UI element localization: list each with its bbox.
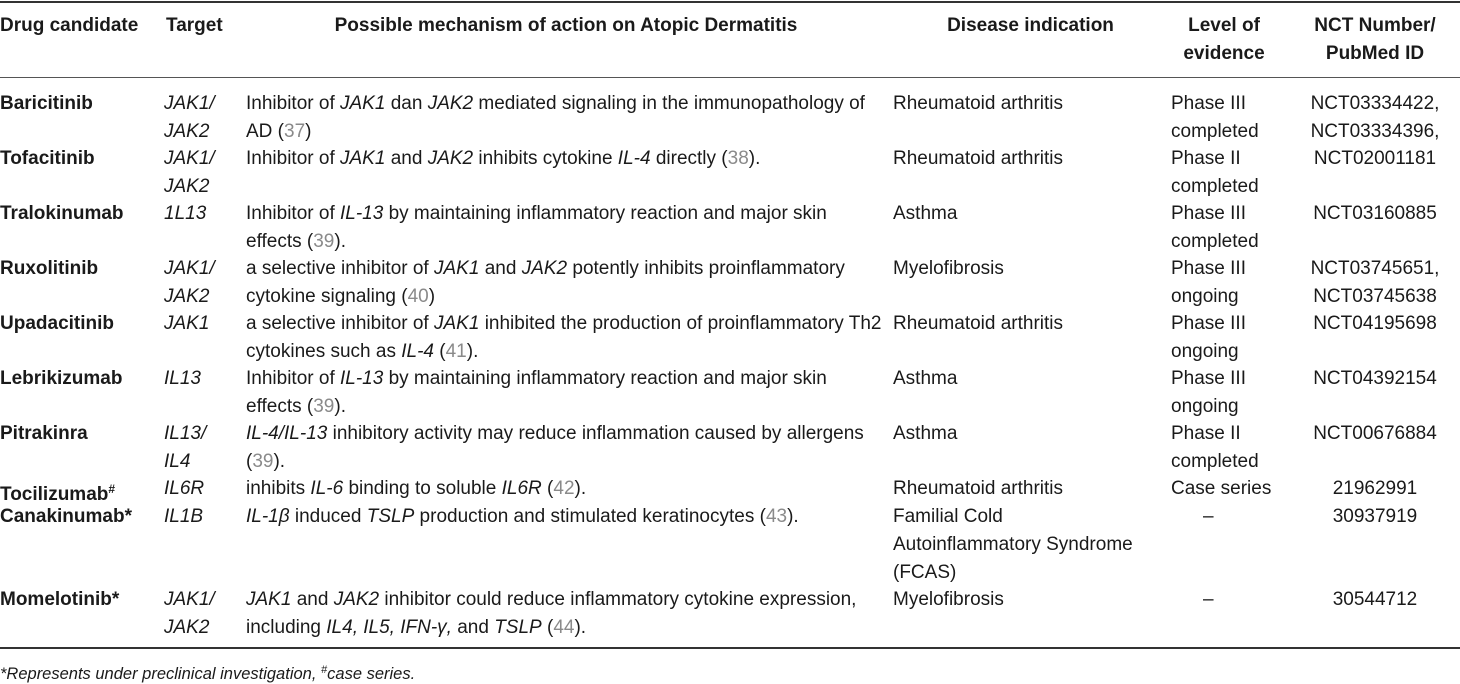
mechanism-cell [246, 255, 886, 311]
drug-cell [0, 586, 160, 614]
mechanism-text: by maintaining inflammatory reaction and major skin effects ( [246, 203, 827, 252]
mechanism-cell [246, 200, 886, 256]
evidence-line: Phase III [1171, 93, 1246, 114]
evidence-cell [1171, 255, 1281, 311]
mechanism-text: ( [541, 478, 554, 499]
gene-name: IL-6 [310, 478, 344, 499]
mechanism-text: inhibits [246, 478, 311, 499]
mechanism-text: dan [385, 93, 428, 114]
gene-name: JAK1 [246, 589, 292, 610]
mechanism-text: potently inhibits proinflammatory cytokine signaling ( [246, 258, 845, 307]
target-line: IL4 [164, 451, 191, 472]
mechanism-text: ( [541, 617, 554, 638]
nct-line: NCT03745638 [1313, 286, 1437, 307]
nct-cell [1290, 503, 1460, 531]
target-line: IL1B [164, 506, 204, 527]
indication-cell: Rheumatoid arthritis [893, 93, 1064, 114]
gene-name: TSLP [366, 506, 415, 527]
header-evidence [1150, 12, 1298, 68]
mechanism-text: ). [334, 231, 346, 252]
evidence-cell [1171, 200, 1281, 256]
nct-cell [1290, 200, 1460, 228]
target-line: 1L13 [164, 203, 207, 224]
nct-cell [1290, 145, 1460, 173]
drug-name: Lebrikizumab [0, 368, 123, 389]
evidence-line: Phase III [1171, 258, 1246, 279]
header-nct-line1: NCT Number/ [1314, 15, 1436, 36]
gene-name: JAK1 [434, 258, 480, 279]
mechanism-text: production and stimulated keratinocytes ( [414, 506, 766, 527]
target-line: JAK2 [164, 286, 210, 307]
drug-name: Tofacitinib [0, 148, 95, 169]
nct-cell [1290, 365, 1460, 393]
mechanism-text: ). [273, 451, 286, 472]
drug-superscript: # [108, 482, 116, 496]
mechanism-text: and [385, 148, 428, 169]
evidence-cell [1171, 420, 1281, 476]
nct-cell [1290, 90, 1460, 146]
gene-name: IL-13 [340, 368, 384, 389]
nct-cell [1290, 420, 1460, 448]
header-target: Target [166, 15, 223, 36]
drug-name: Tocilizumab [0, 484, 109, 505]
indication-cell: Asthma [893, 203, 958, 224]
indication-cell: Rheumatoid arthritis [893, 313, 1064, 334]
evidence-cell [1171, 310, 1281, 366]
mechanism-text: ). [748, 148, 761, 169]
evidence-line: Phase II [1171, 148, 1241, 169]
target-line: JAK1/ [164, 589, 215, 610]
header-indication: Disease indication [947, 15, 1114, 36]
mechanism-text: and [451, 617, 495, 638]
evidence-line: ongoing [1171, 396, 1239, 417]
drug-cell [0, 145, 160, 173]
drug-cell [0, 420, 160, 448]
header-evidence-line2: evidence [1183, 43, 1265, 64]
mechanism-text: induced [289, 506, 367, 527]
gene-name: IL-13 [340, 203, 384, 224]
reference-number: 42 [553, 478, 575, 499]
table-footnote [0, 660, 415, 684]
indication-cell: Rheumatoid arthritis [893, 478, 1064, 499]
header-drug: Drug candidate [0, 15, 139, 36]
mechanism-text: inhibited the production of proinflammatory Th2 cytokines such as [246, 313, 882, 362]
mechanism-text: mediated signaling in the immunopathology of AD ( [246, 93, 865, 142]
gene-name: IL-1β [246, 506, 290, 527]
evidence-cell [1171, 145, 1281, 201]
top-rule [0, 1, 1460, 3]
mechanism-text: a selective inhibitor of [246, 313, 434, 334]
target-line: JAK1/ [164, 93, 215, 114]
drug-cell [0, 503, 160, 531]
mechanism-text: Inhibitor of [246, 368, 340, 389]
reference-number: 41 [445, 341, 467, 362]
evidence-line: ongoing [1171, 341, 1239, 362]
mechanism-text: ). [334, 396, 346, 417]
indication-cell: Familial Cold Autoinflammatory Syndrome (FCAS) [893, 506, 1133, 583]
evidence-line: Phase III [1171, 368, 1246, 389]
target-line: JAK2 [164, 176, 210, 197]
gene-name: JAK2 [333, 589, 380, 610]
nct-line: 21962991 [1332, 478, 1418, 499]
drug-cell [0, 310, 160, 338]
drug-name: Tralokinumab [0, 203, 124, 224]
mechanism-text: ( [434, 341, 446, 362]
mechanism-cell [246, 310, 886, 366]
mechanism-text: ) [305, 121, 312, 142]
mechanism-cell [246, 145, 886, 173]
gene-name: JAK1 [340, 93, 386, 114]
mechanism-cell [246, 475, 886, 503]
evidence-line: completed [1171, 451, 1259, 472]
indication-cell: Myelofibrosis [893, 589, 1004, 610]
target-line: JAK1/ [164, 258, 215, 279]
drug-name: Canakinumab* [0, 506, 132, 527]
target-line: JAK1/ [164, 148, 215, 169]
target-cell [164, 145, 244, 201]
mechanism-cell [246, 90, 886, 146]
evidence-line: completed [1171, 121, 1259, 142]
target-cell [164, 255, 244, 311]
mechanism-text: ). [466, 341, 479, 362]
indication-cell: Asthma [893, 368, 958, 389]
nct-line: 30937919 [1332, 506, 1418, 527]
nct-cell [1290, 255, 1460, 311]
gene-name: IL-4/IL-13 [246, 423, 328, 444]
footnote-part2: case series. [327, 665, 416, 683]
target-cell [164, 420, 244, 476]
gene-name: JAK1 [340, 148, 386, 169]
target-cell [164, 475, 244, 503]
mechanism-text: binding to soluble [343, 478, 502, 499]
mechanism-text: and [291, 589, 334, 610]
mechanism-cell [246, 420, 886, 476]
evidence-line: ongoing [1171, 286, 1239, 307]
target-cell [164, 200, 244, 228]
mechanism-text: Inhibitor of [246, 93, 340, 114]
drug-cell [0, 255, 160, 283]
gene-name: TSLP [494, 617, 542, 638]
evidence-line: Case series [1171, 478, 1272, 499]
gene-name: JAK1 [434, 313, 480, 334]
header-nct-line2: PubMed ID [1325, 43, 1425, 64]
footnote-part1: *Represents under preclinical investigation, [0, 665, 322, 683]
mechanism-text: ). [787, 506, 799, 527]
evidence-line: Phase III [1171, 313, 1246, 334]
header-evidence-line1: Level of [1188, 15, 1260, 36]
evidence-line: completed [1171, 176, 1259, 197]
mechanism-text: by maintaining inflammatory reaction and major skin effects ( [246, 368, 827, 417]
mechanism-text: ). [574, 617, 587, 638]
drug-cell [0, 200, 160, 228]
mechanism-text: Inhibitor of [246, 148, 340, 169]
gene-name: IL6R [501, 478, 542, 499]
drug-name: Momelotinib* [0, 589, 120, 610]
mechanism-text: ) [428, 286, 436, 307]
gene-name: IL-4 [401, 341, 434, 362]
indication-cell: Asthma [893, 423, 958, 444]
mechanism-text: inhibitor could reduce inflammatory cytokine expression, including [246, 589, 857, 638]
mechanism-text: ). [574, 478, 587, 499]
target-cell [164, 310, 244, 338]
drug-cell [0, 90, 160, 118]
gene-name: JAK2 [427, 148, 474, 169]
evidence-line: Phase III [1171, 203, 1246, 224]
nct-cell [1290, 310, 1460, 338]
mechanism-cell [246, 586, 886, 642]
mechanism-text: and [479, 258, 522, 279]
nct-cell [1290, 586, 1460, 614]
evidence-line: Phase II [1171, 423, 1241, 444]
nct-line: NCT03334422, [1310, 93, 1440, 114]
nct-line: 30544712 [1332, 589, 1418, 610]
reference-number: 39 [252, 451, 274, 472]
target-cell [164, 90, 244, 146]
target-cell [164, 365, 244, 393]
nct-line: NCT04392154 [1313, 368, 1437, 389]
mechanism-cell [246, 503, 886, 531]
target-line: IL13 [164, 368, 201, 389]
mechanism-text: Inhibitor of [246, 203, 340, 224]
mechanism-text: a selective inhibitor of [246, 258, 434, 279]
drug-name: Pitrakinra [0, 423, 88, 444]
target-cell [164, 586, 244, 642]
target-line: IL6R [164, 478, 205, 499]
gene-name: IL-4 [617, 148, 651, 169]
evidence-cell [1171, 365, 1281, 421]
evidence-cell [1171, 475, 1281, 503]
reference-number: 39 [313, 396, 335, 417]
target-line: JAK1 [164, 313, 210, 334]
header-nct [1290, 12, 1460, 68]
nct-cell [1290, 475, 1460, 503]
nct-line: NCT03745651, [1310, 258, 1440, 279]
nct-line: NCT04195698 [1313, 313, 1437, 334]
evidence-cell [1171, 90, 1281, 146]
reference-number: 43 [765, 506, 788, 527]
gene-name: IL4, IL5, IFN-γ, [326, 617, 452, 638]
mechanism-text: inhibits cytokine [473, 148, 618, 169]
reference-number: 39 [313, 231, 335, 252]
nct-line: NCT03160885 [1313, 203, 1437, 224]
nct-line: NCT00676884 [1313, 423, 1437, 444]
reference-number: 44 [553, 617, 575, 638]
evidence-line: – [1203, 589, 1214, 610]
nct-line: NCT02001181 [1313, 148, 1437, 169]
evidence-line: – [1203, 506, 1214, 527]
target-cell [164, 503, 244, 531]
drug-name: Ruxolitinib [0, 258, 99, 279]
drug-cell [0, 365, 160, 393]
gene-name: JAK2 [427, 93, 474, 114]
reference-number: 40 [407, 286, 429, 307]
mechanism-text: inhibitory activity may reduce inflammation caused by allergens ( [246, 423, 864, 472]
indication-cell: Myelofibrosis [893, 258, 1004, 279]
drug-name: Baricitinib [0, 93, 93, 114]
indication-cell: Rheumatoid arthritis [893, 148, 1064, 169]
footnote-sup: # [321, 664, 328, 676]
mechanism-cell [246, 365, 886, 421]
reference-number: 38 [727, 148, 749, 169]
drug-name: Upadacitinib [0, 313, 115, 334]
target-line: IL13/ [164, 423, 207, 444]
table-header [0, 12, 1460, 72]
bottom-rule [0, 647, 1460, 649]
gene-name: JAK2 [521, 258, 568, 279]
nct-line: NCT03334396, [1310, 121, 1440, 142]
target-line: JAK2 [164, 121, 210, 142]
target-line: JAK2 [164, 617, 210, 638]
header-rule [0, 77, 1460, 78]
evidence-line: completed [1171, 231, 1259, 252]
reference-number: 37 [284, 121, 306, 142]
header-mechanism: Possible mechanism of action on Atopic Dermatitis [334, 15, 798, 36]
mechanism-text: directly ( [650, 148, 728, 169]
